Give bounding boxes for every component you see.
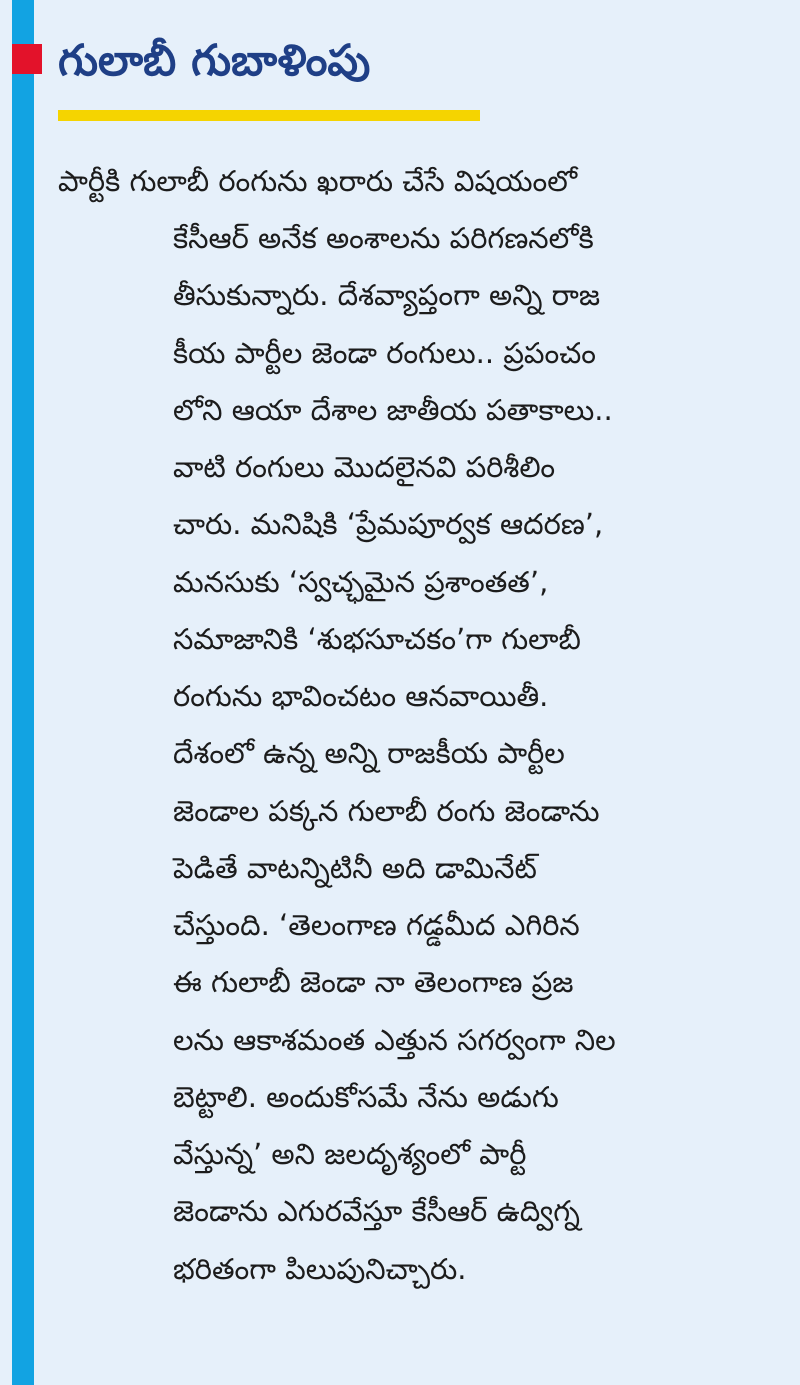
body-line: లోని ఆయా దేశాల జాతీయ పతాకాలు..: [173, 393, 613, 427]
body-line: బెట్టాలి. అందుకోసమే నేను అడుగు: [173, 1080, 559, 1114]
headline-marker: [12, 44, 42, 74]
body-line: చేస్తుంది. ‘తెలంగాణ గడ్డమీద ఎగిరిన: [173, 908, 580, 942]
headline-underline: [58, 110, 480, 121]
left-accent-stripe: [12, 0, 34, 1385]
body-line: జెండాను ఎగురవేస్తూ కేసీఆర్ ఉద్విగ్న: [173, 1194, 580, 1228]
body-line: తీసుకున్నారు. దేశవ్యాప్తంగా అన్ని రాజ: [173, 278, 601, 312]
headline: గులాబీ గుబాళింపు: [58, 36, 371, 86]
body-line: చారు. మనిషికి ‘ప్రేమపూర్వక ఆదరణ’,: [173, 507, 604, 541]
body-line: సమాజానికి ‘శుభసూచకం’గా గులాబీ: [173, 622, 581, 656]
body-line: పెడితే వాటన్నిటినీ అది డామినేట్: [173, 851, 537, 885]
body-line: భరితంగా పిలుపునిచ్చారు.: [173, 1252, 467, 1286]
body-line: కేసీఆర్ అనేక అంశాలను పరిగణనలోకి: [173, 221, 594, 255]
body-line: పార్టీకి గులాబీ రంగును ఖరారు చేసే విషయంలో: [58, 164, 578, 198]
body-line: వాటి రంగులు మొదలైనవి పరిశీలిం: [173, 450, 556, 484]
body-line: ఈ గులాబీ జెండా నా తెలంగాణ ప్రజ: [173, 965, 574, 999]
body-line: కీయ పార్టీల జెండా రంగులు.. ప్రపంచం: [173, 336, 597, 370]
body-line: మనసుకు ‘స్వచ్ఛమైన ప్రశాంతత’,: [173, 565, 549, 599]
body-line: లను ఆకాశమంత ఎత్తున సగర్వంగా నిల: [173, 1023, 616, 1057]
body-line: వేస్తున్న’ అని జలదృశ్యంలో పార్టీ: [173, 1137, 527, 1171]
body-line: జెండాల పక్కన గులాబీ రంగు జెండాను: [173, 794, 600, 828]
body-line: దేశంలో ఉన్న అన్ని రాజకీయ పార్టీల: [173, 736, 565, 770]
body-line: రంగును భావించటం ఆనవాయితీ.: [173, 679, 549, 713]
